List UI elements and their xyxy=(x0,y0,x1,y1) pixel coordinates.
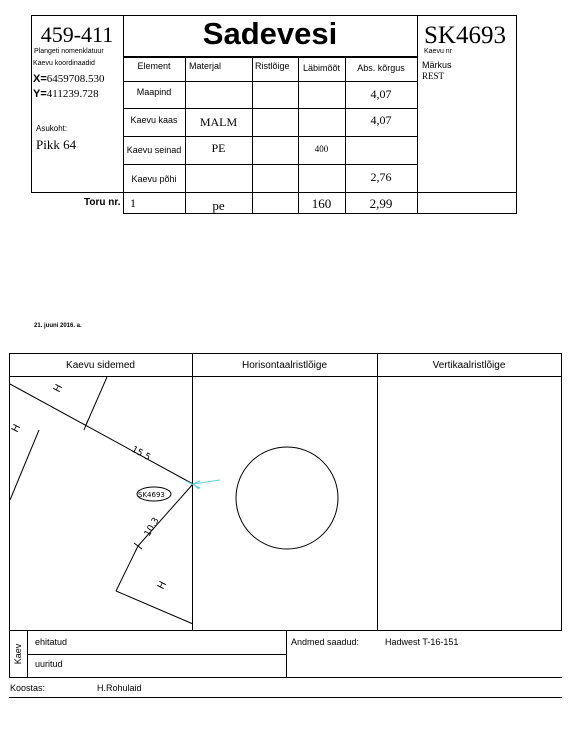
x-label: X= xyxy=(33,73,47,85)
pipe-number: 1 xyxy=(130,196,136,210)
coordinates-label: Kaevu koordinaadid xyxy=(33,60,95,67)
author-label: Koostas: xyxy=(10,683,46,693)
col-header-cross-section: Ristlõige xyxy=(255,61,290,71)
well-number-value: SK4693 xyxy=(424,22,506,49)
built-label: ehitatud xyxy=(35,637,68,647)
well-cross-section-circle xyxy=(236,447,338,549)
nomenclature-label: Plangeti nomenklatuur xyxy=(34,48,104,55)
panel-title-horizontal-section: Horisontaalristlõige xyxy=(241,360,328,371)
row-elevation: 4,07 xyxy=(370,113,392,127)
remarks-label: Märkus xyxy=(422,60,452,70)
row-element: Maapind xyxy=(136,87,172,97)
well-number-label: Kaevu nr xyxy=(424,48,453,55)
row-material: PE xyxy=(211,141,226,155)
dimension-label: 10.3 xyxy=(142,516,162,539)
col-header-diameter: Läbimõõt xyxy=(302,63,341,73)
pipe-label: Toru nr. xyxy=(84,197,121,208)
house-mark: H xyxy=(9,422,24,435)
page-title: Sadevesi xyxy=(202,16,338,51)
pipe-material: pe xyxy=(212,198,225,213)
pipe-diameter: 160 xyxy=(311,196,332,211)
row-element: Kaevu seinad xyxy=(126,145,182,155)
nomenclature-value: 459-411 xyxy=(40,22,114,47)
pipe-arrow-icon xyxy=(186,480,220,489)
dimension-label: 15.5 xyxy=(129,444,152,464)
dimension-tick xyxy=(134,543,142,549)
y-value: 411239.728 xyxy=(46,88,99,100)
well-side-label: Kaev xyxy=(13,643,23,665)
panel-title-vertical-section: Vertikaalristlõige xyxy=(432,360,506,371)
house-mark: H xyxy=(51,382,66,395)
author-value: H.Rohulaid xyxy=(97,683,142,693)
building-edge xyxy=(10,430,39,500)
data-source-label: Andmed saadud: xyxy=(291,637,360,647)
pipe-elevation: 2,99 xyxy=(369,196,393,211)
row-elevation: 4,07 xyxy=(370,87,392,101)
surveyed-label: uuritud xyxy=(35,659,63,669)
well-label: SK4693 xyxy=(138,491,165,499)
location-label: Asukoht: xyxy=(36,124,68,133)
y-label: Y= xyxy=(33,88,47,100)
remarks-value: REST xyxy=(422,71,445,81)
row-material: MALM xyxy=(199,115,238,129)
document-date: 21. juuni 2016. a. xyxy=(34,323,82,329)
col-header-elevation: Abs. kõrgus xyxy=(357,63,405,73)
building-edge xyxy=(116,591,193,624)
data-source-value: Hadwest T-16-151 xyxy=(385,637,459,647)
row-elevation: 2,76 xyxy=(370,170,392,184)
location-value: Pikk 64 xyxy=(36,137,77,152)
house-mark: H xyxy=(155,579,170,592)
building-edge xyxy=(86,377,107,425)
row-element: Kaevu põhi xyxy=(131,174,177,184)
col-header-element: Element xyxy=(137,61,171,71)
panel-title-connections: Kaevu sidemed xyxy=(66,360,135,371)
row-element: Kaevu kaas xyxy=(130,115,178,125)
col-header-material: Materjal xyxy=(189,61,222,71)
row-diameter: 400 xyxy=(314,144,329,154)
building-edge xyxy=(116,546,138,591)
x-value: 6459708.530 xyxy=(46,73,105,85)
